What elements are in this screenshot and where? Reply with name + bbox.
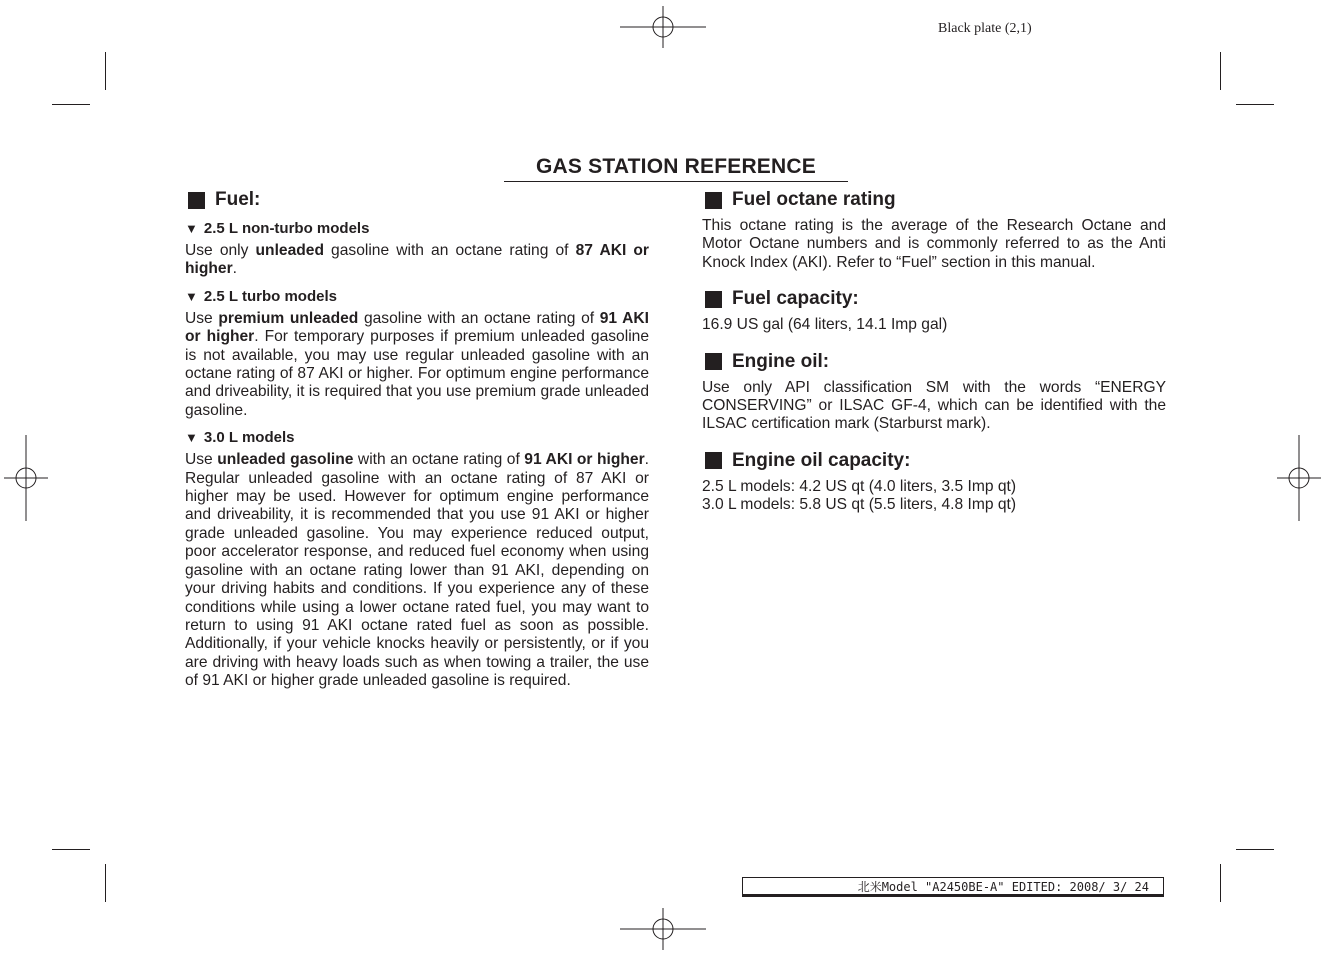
subheading-non-turbo: ▼ 2.5 L non-turbo models [185,220,370,237]
crop-mark [52,849,90,850]
edit-info-footer: 北米Model "A2450BE-A" EDITED: 2008/ 3/ 24 [742,877,1164,897]
fuel-capacity-heading: Fuel capacity: [702,286,1166,312]
octane-heading: Fuel octane rating [702,187,1166,213]
paragraph-turbo: Use premium unleaded gasoline with an octane rating of 91 AKI or higher. For temporary purposes if premium unleaded gasoline is not available, you may use regular unleaded gasoline with an octane rating of 87 AKI or higher. For optimum engine performance and driveability, it is required that you use premium grade unleaded gasoline. [185,309,650,419]
fuel-heading [185,187,649,213]
triangle-bullet-icon: ▼ [185,430,198,446]
triangle-bullet-icon: ▼ [185,288,198,304]
square-bullet-icon [705,353,722,370]
square-bullet-icon [705,192,722,209]
engine-oil-text: Use only API classification SM with the words “ENERGY CONSERVING” or ILSAC GF-4, which can be identified with the ILSAC certification mark (Starburst mark). [702,378,1166,433]
registration-mark-right [1277,435,1321,521]
crop-mark [1220,52,1221,90]
subheading-3-0: ▼ 3.0 L models [185,429,295,447]
paragraph-non-turbo: Use only unleaded gasoline with an octane rating of 87 AKI or higher. [185,242,649,278]
crop-mark [105,864,106,902]
engine-oil-heading: Engine oil: [702,349,1166,375]
paragraph-3-0: Use unleaded gasoline with an octane rating of 91 AKI or higher. Regular unleaded gasoline with an octane rating of 87 AKI or higher may be used. However for optimum engine performance and driveability, it is recommended that you use 91 AKI or higher grade unleaded gasoline. You may experience reduced output, poor accelerator response, and reduced fuel economy when using gasoline with an octane rating lower than 91 AKI, depending on your driving habits and conditions. If you experience any of these conditions while using a lower octane rated fuel, you may want to return to using 91 AKI octane rated fuel as soon as possible. Additionally, if your vehicle knocks heavily or persistently, or if you are driving with heavy loads such as when towing a trailer, the use of 91 AKI or higher grade unleaded gasoline is required. [185,451,649,690]
crop-mark [105,52,106,90]
registration-mark-top [620,6,706,48]
oil-capacity-line-2: 3.0 L models: 5.8 US qt (5.5 liters, 4.8 Imp qt) [702,496,1017,514]
square-bullet-icon [705,291,722,308]
square-bullet-icon [705,452,722,469]
registration-mark-left [4,435,48,521]
crop-mark [52,104,90,105]
crop-mark [1236,104,1274,105]
fuel-heading-text: Fuel: [215,189,261,210]
octane-text: This octane rating is the average of the Research Octane and Motor Octane numbers and is commonly referred to as the Anti Knock Index (AKI). Refer to “Fuel” section in this manual. [702,217,1166,271]
oil-capacity-heading: Engine oil capacity: [702,448,1166,474]
triangle-bullet-icon: ▼ [185,221,198,236]
crop-mark [1236,849,1274,850]
subheading-turbo: ▼ 2.5 L turbo models [185,287,337,305]
right-column [702,187,1166,515]
crop-mark [1220,864,1221,902]
registration-mark-bottom [620,908,706,950]
plate-label: Black plate (2,1) [938,21,1032,36]
page-title: GAS STATION REFERENCE [504,155,848,182]
left-column [185,187,649,691]
square-bullet-icon [188,192,205,209]
fuel-capacity-text: 16.9 US gal (64 liters, 14.1 Imp gal) [702,316,948,334]
oil-capacity-line-1: 2.5 L models: 4.2 US qt (4.0 liters, 3.5 Imp qt) [702,477,1017,495]
